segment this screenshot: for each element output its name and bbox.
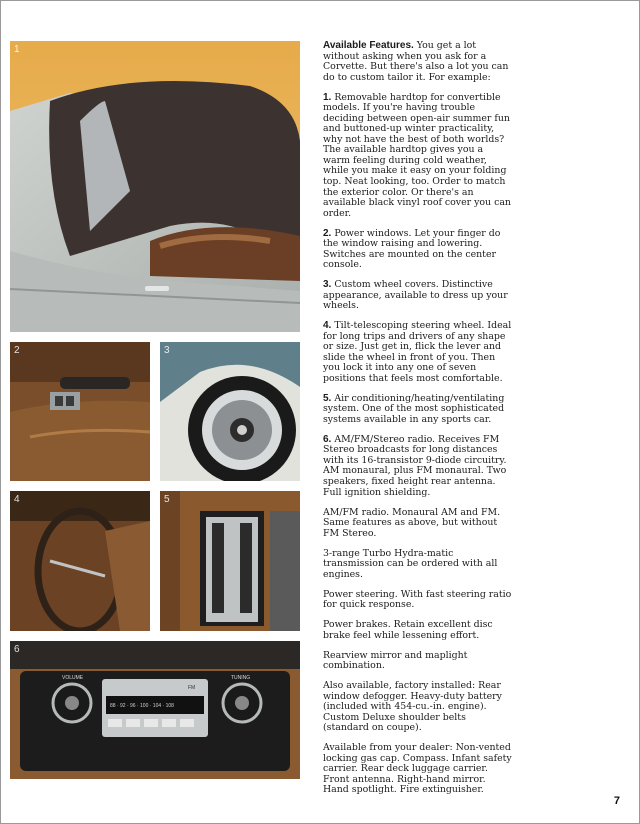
photo-number-6: 6 — [14, 644, 20, 655]
photo-number-3: 3 — [164, 345, 170, 356]
radio-tuning-label: TUNING — [231, 675, 251, 681]
paragraph-factory-installed: Also available, factory installed: Rear window defogger. Heavy-duty battery (included with 454-cu.-in. engine). Custom Deluxe shoulder belts (standard on coupe). — [323, 680, 502, 734]
photo-number-5: 5 — [164, 494, 170, 505]
intro-text: You get a lot without asking when you ask for a Corvette. But there's also a lot you can do to custom tailor it. For example: — [323, 40, 509, 83]
feature-4-text: Tilt-telescoping steering wheel. Ideal for long trips and drivers of any shape or size. Just get in, flick the lever and slide the wheel in front of you. Then you lock it into any one of seven positions that feels most comfortable. — [323, 320, 512, 384]
photo-climate-control — [160, 491, 300, 631]
intro-heading: Available Features. — [323, 40, 414, 51]
feature-6-number: 6. — [323, 433, 332, 445]
feature-1-number: 1. — [323, 91, 332, 103]
feature-5 — [323, 394, 513, 426]
intro-paragraph — [323, 41, 513, 83]
page-number: 7 — [613, 795, 620, 807]
photo-number-4: 4 — [14, 494, 20, 505]
feature-1 — [323, 93, 513, 220]
photo-number-2: 2 — [14, 345, 20, 356]
feature-6-text: AM/FM/Stereo radio. Receives FM Stereo broadcasts for long distances with its 16-transistor 9-diode circuitry. AM monaural, plus FM monaural. Two speakers, fixed height rear antenna. Full ignition shielding. — [323, 433, 507, 498]
radio-band-label: FM — [188, 685, 196, 691]
photo-wheel-cover — [160, 342, 300, 481]
feature-6 — [323, 435, 513, 498]
paragraph-am-fm-radio: AM/FM radio. Monaural AM and FM. Same features as above, but without FM Stereo. — [323, 506, 501, 539]
feature-1-text: Removable hardtop for convertible models. If you're having trouble deciding between open-air summer fun and buttoned-up winter practicality, why not have the best of both worlds? The available hardtop gives you a warm feeling during cold weather, while you make it easy on your folding top. Neat looking, too. Order to match the exterior color. Or there's an available black vinyl roof cover you can order. — [323, 91, 511, 219]
paragraph-dealer-available: Available from your dealer: Non-vented locking gas cap. Compass. Infant safety carrier. Rear deck luggage carrier. Front antenna. Right-hand mirror. Hand spotlight. Fire extinguisher. — [323, 742, 512, 796]
feature-4-number: 4. — [323, 320, 332, 332]
feature-2 — [323, 229, 513, 271]
radio-dial-scale: 88 · 92 · 96 · 100 · 104 · 108 — [110, 703, 174, 709]
feature-3-text: Custom wheel covers. Distinctive appearance, available to dress up your wheels. — [323, 279, 508, 312]
feature-2-number: 2. — [323, 227, 332, 239]
feature-5-number: 5. — [323, 392, 332, 404]
photo-power-windows — [10, 342, 150, 481]
photo-steering-wheel — [10, 491, 150, 631]
photo-stereo-radio — [10, 641, 300, 779]
paragraph-power-steering: Power steering. With fast steering ratio for quick response. — [323, 588, 512, 611]
feature-4 — [323, 321, 513, 384]
feature-3-number: 3. — [323, 279, 332, 291]
feature-5-text: Air conditioning/heating/ventilating system. One of the most sophisticated systems available in any sports car. — [323, 392, 505, 425]
photo-number-1: 1 — [14, 44, 20, 55]
paragraph-transmission: 3-range Turbo Hydra-matic transmission can be ordered with all engines. — [323, 547, 498, 580]
paragraph-power-brakes: Power brakes. Retain excellent disc brake feel while lessening effort. — [323, 619, 493, 641]
feature-3 — [323, 280, 513, 312]
photo-hardtop — [10, 41, 300, 332]
paragraph-rearview-mirror: Rearview mirror and maplight combination. — [323, 649, 468, 672]
features-text-column — [323, 41, 513, 805]
feature-2-text: Power windows. Let your finger do the window raising and lowering. Switches are mounted on the center console. — [323, 227, 501, 271]
radio-volume-label: VOLUME — [62, 675, 84, 681]
